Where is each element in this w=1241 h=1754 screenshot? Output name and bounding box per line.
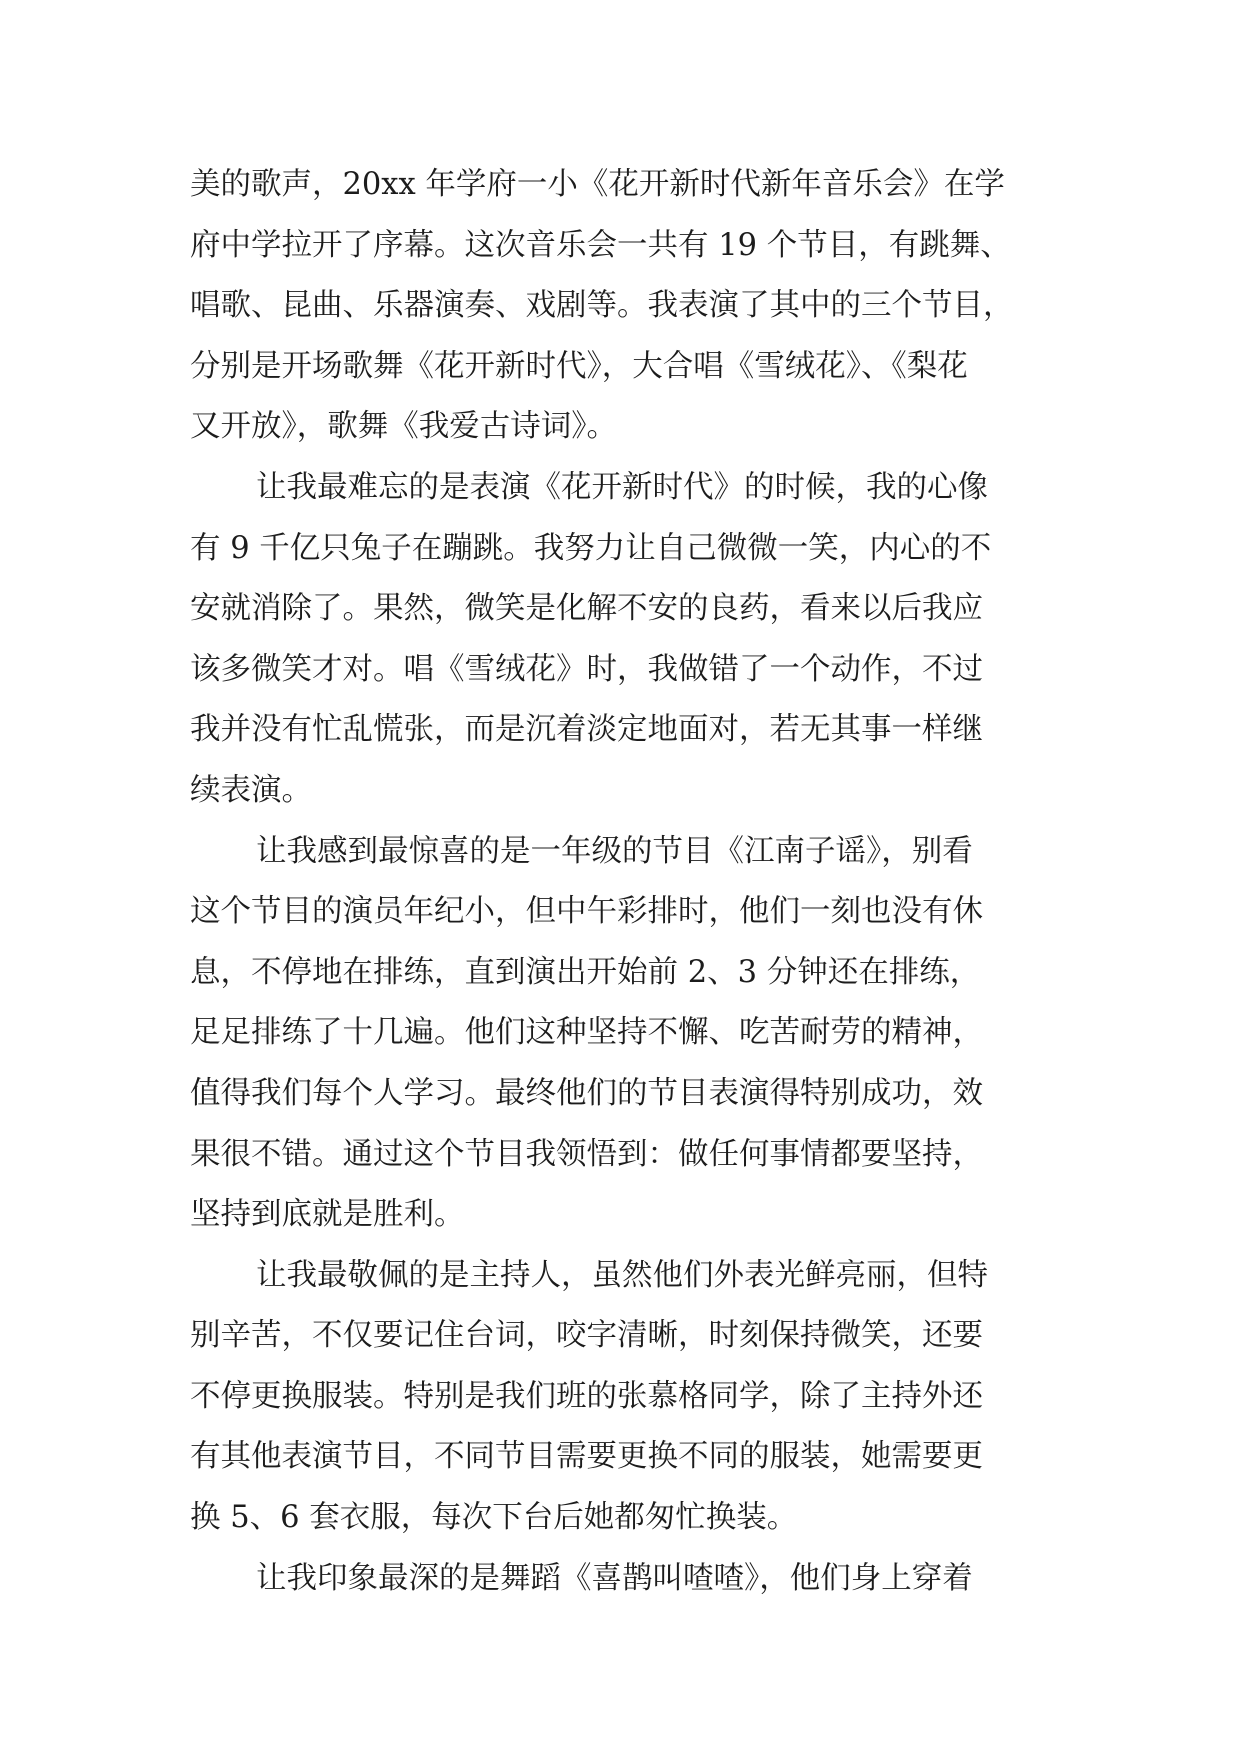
text-line: 这个节目的演员年纪小，但中午彩排时，他们一刻也没有休 — [190, 894, 983, 930]
text-line: 值得我们每个人学习。最终他们的节目表演得特别成功，效 — [190, 1075, 983, 1111]
text-line: 息，不停地在排练，直到演出开始前 2、3 分钟还在排练， — [190, 954, 981, 990]
text-line: 又开放》，歌舞《我爱古诗词》。 — [190, 409, 617, 445]
text-line: 美的歌声，20xx 年学府一小《花开新时代新年音乐会》在学 — [190, 167, 1005, 202]
text-line: 分别是开场歌舞《花开新时代》，大合唱《雪绒花》、《梨花 — [190, 348, 968, 384]
text-line: 我并没有忙乱慌张，而是沉着淡定地面对，若无其事一样继 — [190, 712, 983, 748]
text-line: 果很不错。通过这个节目我领悟到：做任何事情都要坚持， — [190, 1136, 983, 1172]
text-line: 坚持到底就是胜利。 — [190, 1197, 465, 1233]
paragraph-first-line: 让我最难忘的是表演《花开新时代》的时候，我的心像 — [256, 469, 988, 505]
text-line: 唱歌、昆曲、乐器演奏、戏剧等。我表演了其中的三个节目， — [190, 288, 1014, 324]
body-text — [190, 155, 1090, 1609]
text-line: 府中学拉开了序幕。这次音乐会一共有 19 个节目，有跳舞、 — [190, 227, 1011, 263]
paragraph-first-line: 让我最敬佩的是主持人，虽然他们外表光鲜亮丽，但特 — [256, 1257, 988, 1293]
text-line: 不停更换服装。特别是我们班的张慕格同学，除了主持外还 — [190, 1378, 983, 1414]
paragraph-first-line: 让我感到最惊喜的是一年级的节目《江南子谣》，别看 — [256, 833, 973, 869]
text-line: 有其他表演节目，不同节目需要更换不同的服装，她需要更 — [190, 1439, 983, 1475]
text-line: 换 5、6 套衣服，每次下台后她都匆忙换装。 — [190, 1500, 798, 1536]
text-line: 别辛苦，不仅要记住台词，咬字清晰，时刻保持微笑，还要 — [190, 1318, 983, 1354]
text-line: 安就消除了。果然，微笑是化解不安的良药，看来以后我应 — [190, 591, 983, 627]
paragraph-first-line: 让我印象最深的是舞蹈《喜鹊叫喳喳》，他们身上穿着 — [256, 1560, 973, 1596]
text-line: 足足排练了十几遍。他们这种坚持不懈、吃苦耐劳的精神， — [190, 1015, 983, 1051]
text-line: 有 9 千亿只兔子在蹦跳。我努力让自己微微一笑，内心的不 — [190, 530, 992, 566]
text-line: 续表演。 — [190, 772, 312, 808]
text-line: 该多微笑才对。唱《雪绒花》时，我做错了一个动作，不过 — [190, 651, 983, 687]
